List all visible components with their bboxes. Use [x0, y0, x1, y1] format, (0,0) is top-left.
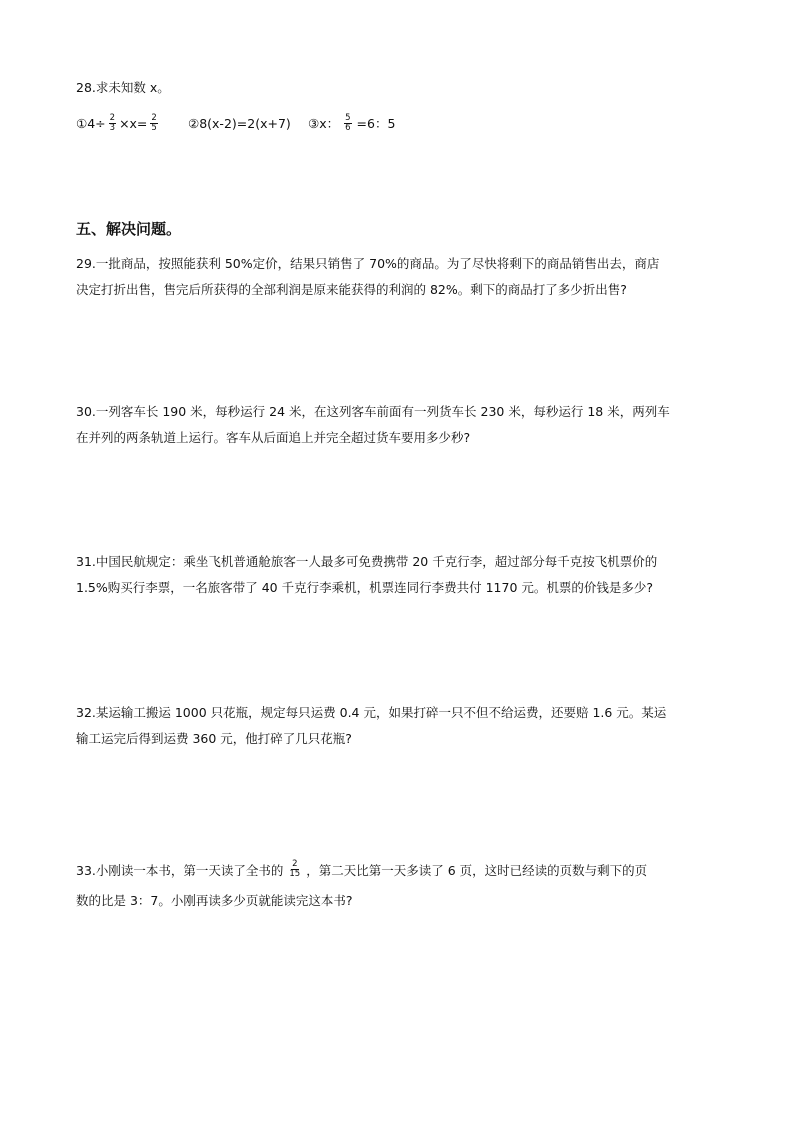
q32-line-1: 32.某运输工搬运 1000 只花瓶，规定每只运费 0.4 元，如果打碎一只不但不给运费，还要赔 1.6 元。某运: [76, 705, 667, 720]
q28-title: 28.求未知数 x。: [76, 80, 170, 95]
section-heading: 五、解决问题。: [76, 220, 182, 238]
equation-3-fraction: [344, 114, 351, 133]
fraction-numerator: 2: [292, 859, 298, 869]
equation-3: [308, 110, 395, 136]
equation-1-prefix: ①4÷: [76, 115, 106, 131]
q33-line-1: [76, 859, 648, 881]
fraction-denominator: 5: [151, 122, 157, 133]
fraction-denominator: 15: [289, 869, 301, 879]
equation-2-text: ②8(x-2)=2(x+7): [188, 115, 291, 131]
equation-2: [188, 110, 291, 136]
fraction-numerator: 2: [151, 112, 157, 123]
equation-3-prefix: ③x：: [308, 116, 340, 131]
q33-line-1-end: ，第二天比第一天多读了 6 页，这时已经读的页数与剩下的页: [306, 863, 648, 878]
q33-line-2: 数的比是 3：7。小刚再读多少页就能读完这本书?: [76, 893, 353, 908]
fraction-denominator: 3: [109, 122, 116, 133]
fraction-numerator: 2: [109, 112, 116, 123]
q29-line-1: 29.一批商品，按照能获利 50%定价，结果只销售了 70%的商品。为了尽快将剩下的商品销售出去，商店: [76, 256, 660, 271]
equation-1-fraction-b: [150, 114, 157, 133]
q30-line-1: 30.一列客车长 190 米，每秒运行 24 米，在这列客车前面有一列货车长 230 米，每秒运行 18 米，两列车: [76, 404, 670, 419]
q33-line-1-start: 33.小刚读一本书，第一天读了全书的: [76, 863, 284, 878]
q29-line-2: 决定打折出售，售完后所获得的全部利润是原来能获得的利润的 82%。剩下的商品打了多少折出售?: [76, 282, 627, 297]
q31-line-1: 31.中国民航规定：乘坐飞机普通舱旅客一人最多可免费携带 20 千克行李，超过部分每千克按飞机票价的: [76, 554, 658, 569]
equation-1-middle: ×x=: [119, 115, 148, 131]
q32-line-2: 输工运完后得到运费 360 元，他打碎了几只花瓶?: [76, 731, 352, 746]
equation-1-fraction-a: [109, 114, 116, 133]
q33-fraction: [289, 860, 300, 879]
fraction-numerator: 5: [345, 112, 351, 123]
fraction-denominator: 6: [345, 122, 351, 133]
q30-line-2: 在并列的两条轨道上运行。客车从后面追上并完全超过货车要用多少秒?: [76, 430, 471, 445]
q31-line-2: 1.5%购买行李票，一名旅客带了 40 千克行李乘机，机票连同行李费共付 1170 元。机票的价钱是多少?: [76, 580, 654, 595]
equation-1: [76, 110, 161, 136]
equation-3-suffix: =6：5: [356, 116, 396, 131]
